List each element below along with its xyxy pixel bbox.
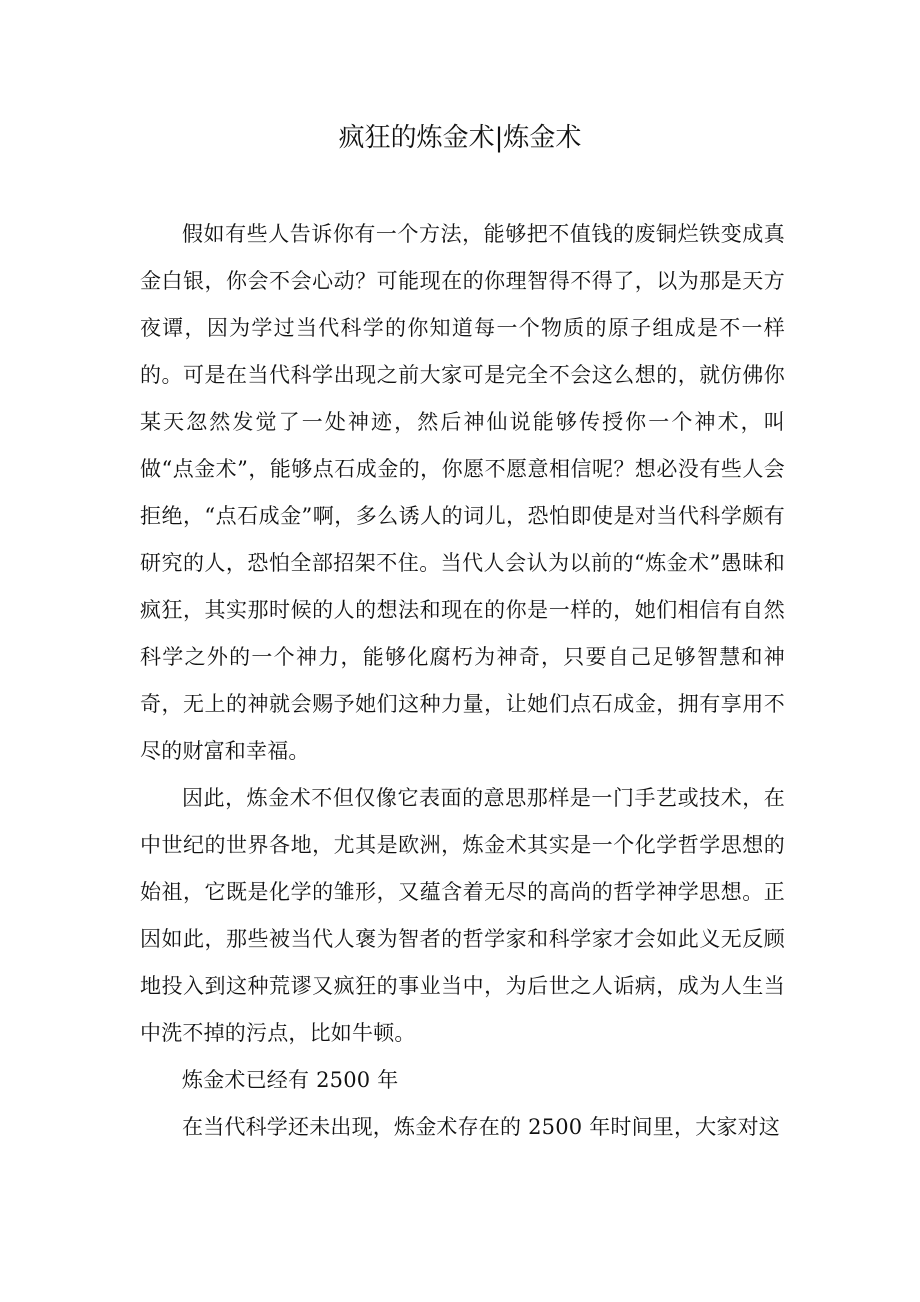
paragraph-3: 在当代科学还未出现，炼金术存在的 2500 年时间里，大家对这 xyxy=(182,1115,780,1139)
document-body xyxy=(140,211,785,1151)
paragraph-1: 假如有些人告诉你有一个方法，能够把不值钱的废铜烂铁变成真金白银，你会不会心动？可能现在的你理智得不得了，以为那是天方夜谭，因为学过当代科学的你知道每一个物质的原子组成是不一样的。可是在当代科学出现之前大家可是完全不会这么想的，就仿佛你某天忽然发觉了一处神迹，然后神仙说能够传授你一个神术，叫做“点金术”，能够点石成金的，你愿不愿意相信呢？想必没有些人会拒绝，“点石成金”啊，多么诱人的词儿，恐怕即使是对当代科学颇有研究的人，恐怕全部招架不住。当代人会认为以前的“炼金术”愚昧和疯狂，其实那时候的人的想法和现在的你是一样的，她们相信有自然科学之外的一个神力，能够化腐朽为神奇，只要自己足够智慧和神奇，无上的神就会赐予她们这种力量，让她们点石成金，拥有享用不尽的财富和幸福。 xyxy=(140,222,785,763)
paragraph-2: 因此，炼金术不但仅像它表面的意思那样是一门手艺或技术，在中世纪的世界各地，尤其是欧洲，炼金术其实是一个化学哲学思想的始祖，它既是化学的雏形，又蕴含着无尽的高尚的哲学神学思想。正因如此，那些被当代人褒为智者的哲学家和科学家才会如此义无反顾地投入到这种荒谬又疯狂的事业当中，为后世之人诟病，成为人生当中洗不掉的污点，比如牛顿。 xyxy=(140,786,785,1045)
section-heading: 炼金术已经有 2500 年 xyxy=(182,1068,399,1092)
document-title: 疯狂的炼金术|炼金术 xyxy=(338,123,582,153)
